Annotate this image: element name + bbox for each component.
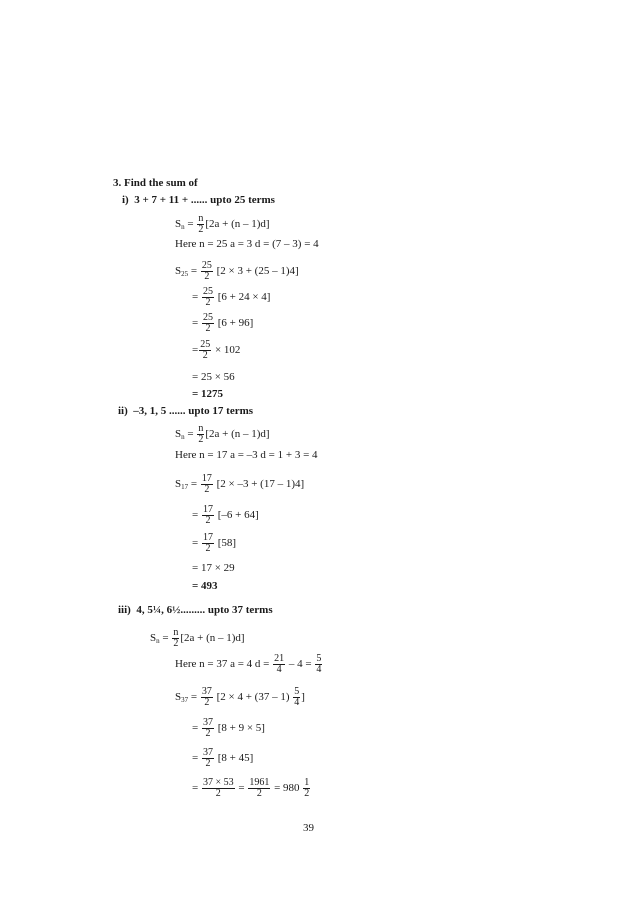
part-iii-step4: = $\frac{37 \times 53}{2}$ = $\frac{1961}{2}$ = 980 $\frac{1}{2}$ bbox=[192, 777, 310, 799]
part-i-label bbox=[122, 194, 275, 207]
part-i-step1: $S_{25}$ = $\frac{25}{2}$ [2 × 3 + (25 – 1)4] bbox=[175, 260, 299, 282]
part-ii-step3: = $\frac{17}{2}$ [58] bbox=[192, 532, 237, 554]
part-iii-label: iii) 4, 5¼, 6½......... upto 37 terms bbox=[118, 604, 273, 616]
part-prompt: 3 + 7 + 11 + ...... upto 25 terms bbox=[134, 194, 275, 206]
fraction: $\frac{n}{2}$ bbox=[198, 213, 204, 235]
part-iii-given: Here n = 37 a = 4 d = $\frac{21}{4}$ – 4 = $\frac{5}{4}$ bbox=[175, 653, 322, 675]
part-i-given: Here n = 25 a = 3 d = (7 – 3) = 4 bbox=[175, 238, 319, 250]
part-ii-label: ii) –3, 1, 5 ...... upto 17 terms bbox=[118, 405, 254, 417]
part-iii-step3: = $\frac{37}{2}$ [8 + 45] bbox=[192, 747, 254, 769]
part-iii-step1: $S_{37}$ = $\frac{37}{2}$ [2 × 4 + (37 – 1) $\frac{5}{4}$ ] bbox=[175, 686, 305, 708]
part-iii-formula: $S_n$ = $\frac{n}{2}$ [2a + (n – 1)d] bbox=[150, 627, 245, 649]
part-ii-given: Here n = 17 a = –3 d = 1 + 3 = 4 bbox=[175, 449, 318, 461]
part-i-answer: = 1275 bbox=[192, 388, 224, 400]
part-label: i) bbox=[122, 194, 129, 206]
page-number: 39 bbox=[303, 822, 314, 834]
part-i-step4: = $\frac{25}{2}$ × 102 bbox=[192, 339, 241, 361]
part-ii-step2: = $\frac{17}{2}$ [–6 + 64] bbox=[192, 504, 259, 526]
part-ii-formula: $S_n$ = $\frac{n}{2}$ [2a + (n – 1)d] bbox=[175, 423, 270, 445]
part-ii-step4: = 17 × 29 bbox=[192, 562, 235, 574]
part-i-step5: = 25 × 56 bbox=[192, 371, 235, 383]
part-i-step3: = $\frac{25}{2}$ [6 + 96] bbox=[192, 312, 254, 334]
part-ii-step1: $S_{17}$ = $\frac{17}{2}$ [2 × –3 + (17 – 1)4] bbox=[175, 473, 305, 495]
part-iii-step2: = $\frac{37}{2}$ [8 + 9 × 5] bbox=[192, 717, 265, 739]
part-i-step2: = $\frac{25}{2}$ [6 + 24 × 4] bbox=[192, 286, 271, 308]
part-i-formula: $S_n$ = $\frac{n}{2}$ [2a + (n – 1)d] bbox=[175, 213, 270, 235]
part-ii-answer: = 493 bbox=[192, 580, 218, 592]
question-heading: 3. Find the sum of bbox=[113, 177, 198, 189]
